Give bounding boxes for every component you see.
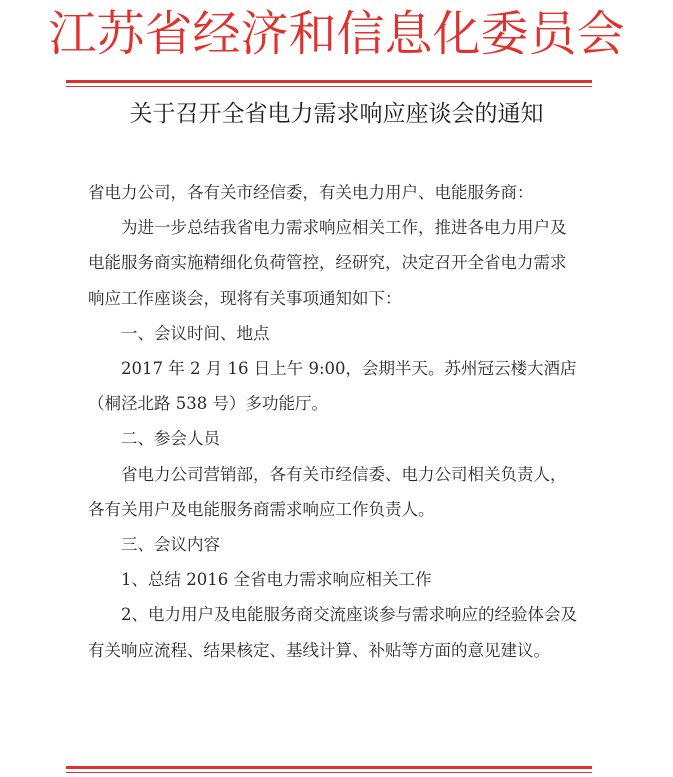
header-red-rule-thin: [66, 86, 592, 87]
header-red-rule-thick: [66, 80, 592, 83]
footer-red-rule-thick: [66, 766, 592, 769]
footer-red-rule-thin: [66, 772, 592, 773]
section-paragraph: 省电力公司营销部，各有关市经信委、电力公司相关负责人，各有关用户及电能服务商需求响应工作负责人。: [88, 464, 567, 519]
section-heading-time-location: 一、会议时间、地点: [121, 323, 270, 343]
section-heading-attendees: 二、参会人员: [121, 429, 220, 449]
section-heading-content: 三、会议内容: [121, 535, 220, 555]
intro-paragraph: 为进一步总结我省电力需求响应相关工作，推进各电力用户及电能服务商实施精细化负荷管控，经研究，决定召开全省电力需求响应工作座谈会，现将有关事项通知如下：: [88, 218, 567, 308]
section-paragraph: 2017 年 2 月 16 日上午 9:00，会期半天。苏州冠云楼大酒店（桐泾北路 538 号）多功能厅。: [88, 359, 577, 414]
document-body: [88, 175, 578, 668]
document-title: 关于召开全省电力需求响应座谈会的通知: [129, 101, 544, 127]
list-item: 2、电力用户及电能服务商交流座谈参与需求响应的经验体会及有关响应流程、结果核定、基线计算、补贴等方面的意见建议。: [88, 605, 577, 660]
list-item: 1、总结 2016 全省电力需求响应相关工作: [121, 570, 432, 590]
salutation: 省电力公司，各有关市经信委，有关电力用户、电能服务商：: [88, 183, 534, 202]
issuing-organization-header: 江苏省经济和信息化委员会: [48, 6, 625, 62]
